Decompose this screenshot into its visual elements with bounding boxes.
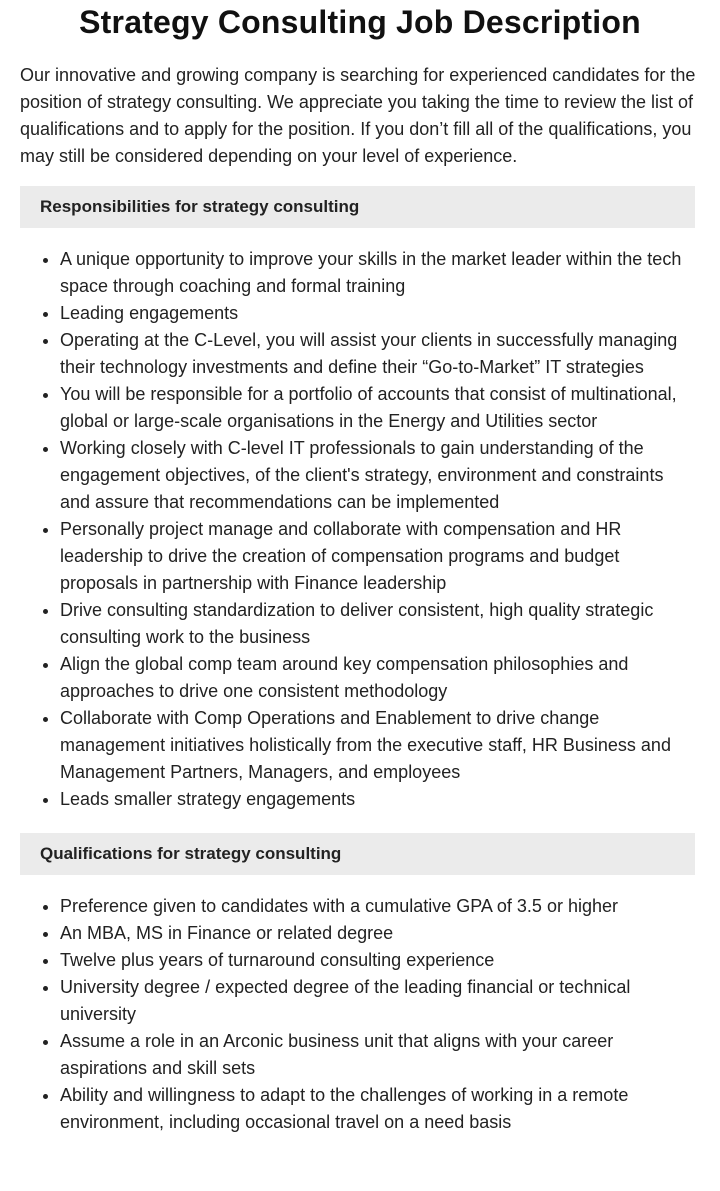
list-item: • Leads smaller strategy engagements: [60, 786, 695, 813]
qualifications-list: [20, 893, 695, 1136]
list-item: • Drive consulting standardization to deliver consistent, high quality strategic consulting work to the business: [60, 597, 695, 651]
list-item: • Working closely with C-level IT professionals to gain understanding of the engagement objectives, of the client's strategy, environment and constraints and assure that recommendations can be implemented: [60, 435, 695, 516]
list-item: • You will be responsible for a portfolio of accounts that consist of multinational, global or large-scale organisations in the Energy and Utilities sector: [60, 381, 695, 435]
list-item: • Align the global comp team around key compensation philosophies and approaches to drive one consistent methodology: [60, 651, 695, 705]
list-item: • Assume a role in an Arconic business unit that aligns with your career aspirations and skill sets: [60, 1028, 695, 1082]
section-spacer: [0, 813, 720, 817]
list-item: • Personally project manage and collaborate with compensation and HR leadership to drive the creation of compensation programs and budget proposals in partnership with Finance leadership: [60, 516, 695, 597]
list-item: • Operating at the C-Level, you will assist your clients in successfully managing their technology investments and define their “Go-to-Market” IT strategies: [60, 327, 695, 381]
list-item: • Ability and willingness to adapt to the challenges of working in a remote environment, including occasional travel on a need basis: [60, 1082, 695, 1136]
list-item: • A unique opportunity to improve your skills in the market leader within the tech space through coaching and formal training: [60, 246, 695, 300]
list-item: • Preference given to candidates with a cumulative GPA of 3.5 or higher: [60, 893, 695, 920]
qualifications-heading: Qualifications for strategy consulting: [20, 833, 695, 875]
list-item: • University degree / expected degree of the leading financial or technical university: [60, 974, 695, 1028]
page-title: Strategy Consulting Job Description: [79, 4, 641, 40]
list-item: • Collaborate with Comp Operations and Enablement to drive change management initiatives holistically from the executive staff, HR Business and Management Partners, Managers, and employees: [60, 705, 695, 786]
list-item: • Twelve plus years of turnaround consulting experience: [60, 947, 695, 974]
list-item: • An MBA, MS in Finance or related degree: [60, 920, 695, 947]
responsibilities-heading: Responsibilities for strategy consulting: [20, 186, 695, 228]
intro-paragraph: Our innovative and growing company is searching for experienced candidates for the position of strategy consulting. We appreciate you taking the time to review the list of qualifications and to apply for the position. If you don’t fill all of the qualifications, you may still be considered depending on your level of experience.: [20, 65, 696, 166]
responsibilities-list: [20, 246, 695, 813]
list-item: • Leading engagements: [60, 300, 695, 327]
